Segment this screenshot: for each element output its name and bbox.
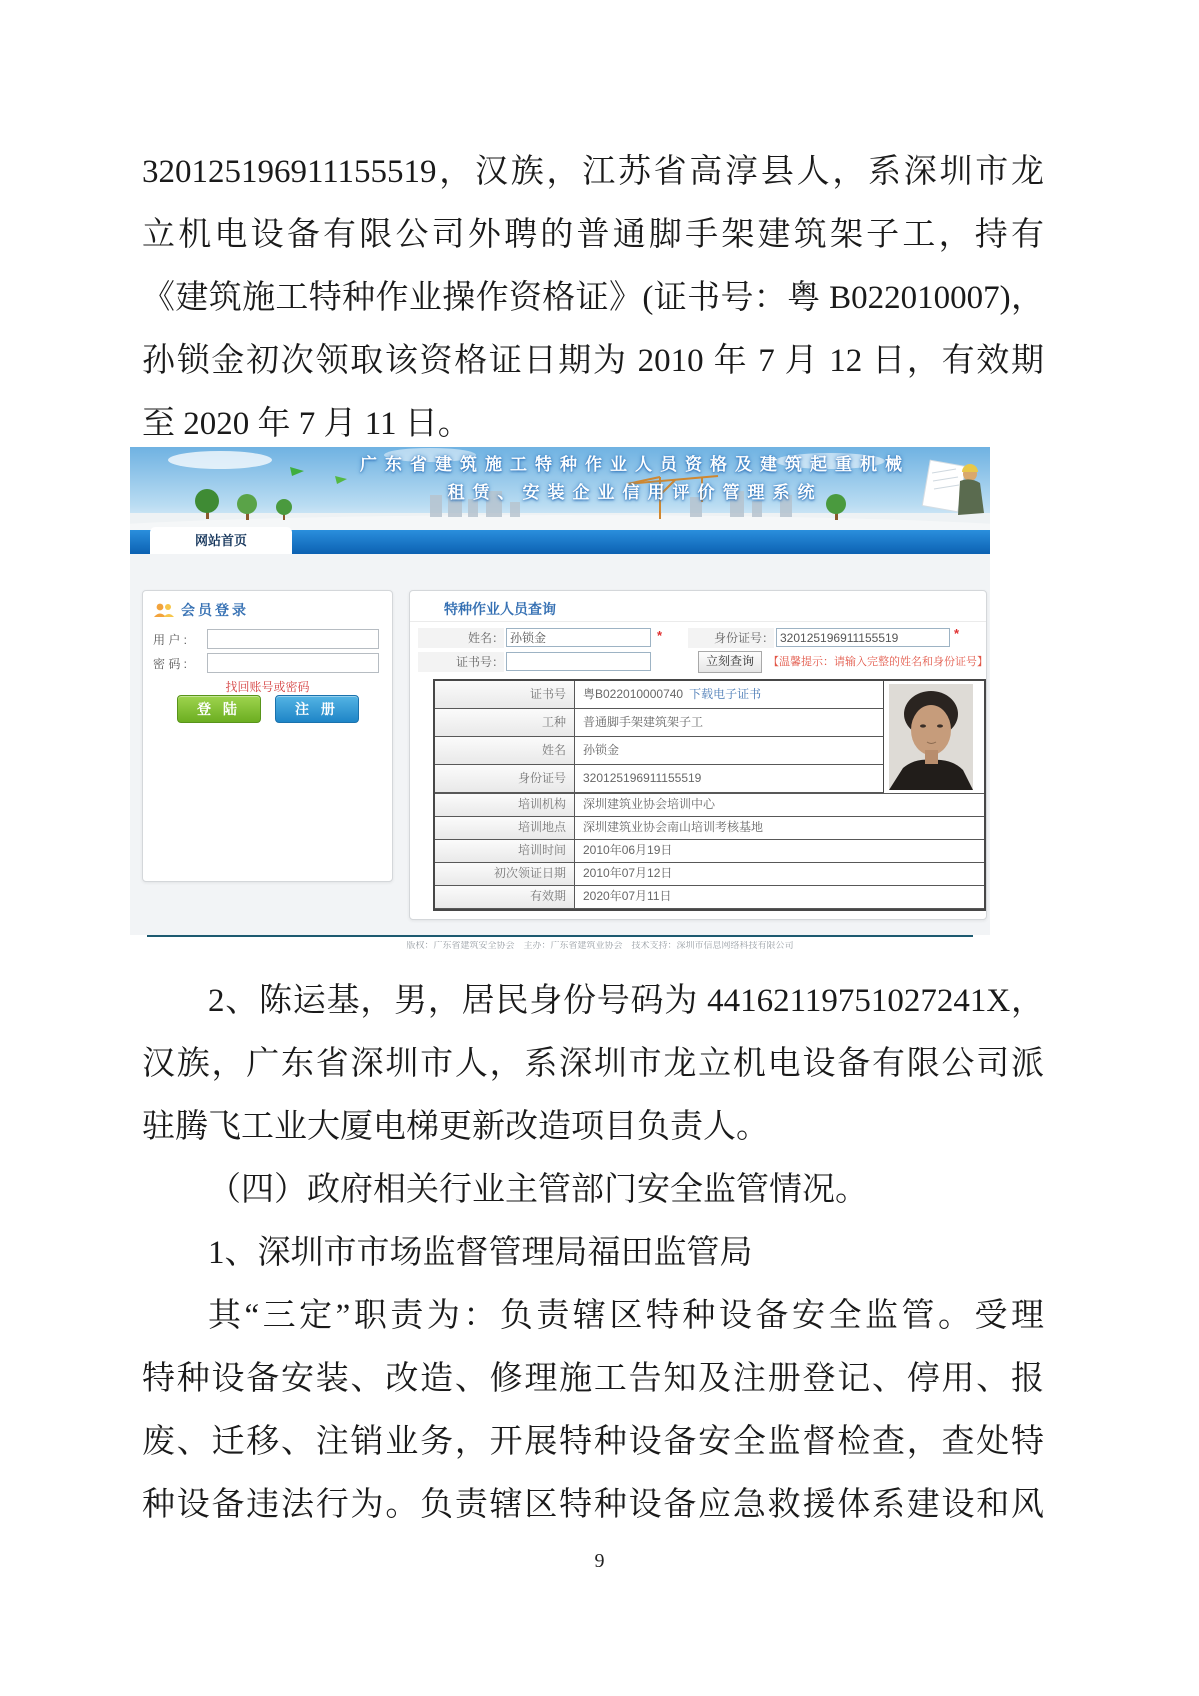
download-cert-link[interactable]: 下载电子证书 (689, 687, 762, 701)
idnumber-input[interactable] (776, 628, 950, 647)
row-label: 有效期 (435, 886, 575, 908)
table-row (435, 817, 984, 840)
tab-home[interactable]: 网站首页 (150, 527, 292, 554)
doc-text-line: 其“三定”职责为：负责辖区特种设备安全监管。受理 (208, 1298, 1044, 1334)
row-value: 深圳建筑业协会南山培训考核基地 (583, 820, 764, 834)
members-icon (153, 602, 175, 618)
name-label: 姓名： (418, 628, 504, 648)
name-input[interactable] (506, 628, 651, 647)
site-title-line1: 广东省建筑施工特种作业人员资格及建筑起重机械 (360, 455, 910, 474)
doc-text-line: 特种设备安装、改造、修理施工告知及注册登记、停用、报 (142, 1361, 1044, 1397)
doc-text-line: 至 2020 年 7 月 11 日。 (142, 406, 471, 442)
login-header (153, 600, 249, 620)
username-input[interactable] (207, 629, 379, 649)
doc-text-line: 1、深圳市市场监督管理局福田监管局 (208, 1235, 753, 1271)
row-label: 姓名 (435, 737, 575, 765)
row-label: 身份证号 (435, 765, 575, 793)
password-label: 密 码 : (153, 657, 188, 671)
password-input[interactable] (207, 653, 379, 673)
doc-text-line: （四）政府相关行业主管部门安全监管情况。 (208, 1172, 868, 1208)
idnumber-label: 身份证号： (688, 628, 774, 648)
member-login-panel (142, 590, 393, 882)
row-label: 培训时间 (435, 840, 575, 862)
username-label: 用 户 : (153, 633, 188, 647)
login-button[interactable]: 登 陆 (177, 695, 261, 723)
table-row (435, 840, 984, 863)
row-value: 深圳建筑业协会培训中心 (583, 797, 716, 811)
doc-text-line: 2、陈运基，男，居民身份号码为 44162119751027241X， (208, 983, 1044, 1019)
cloud-icon (168, 451, 272, 469)
forgot-password-link[interactable]: 找回账号或密码 (225, 680, 310, 694)
query-hint-text: 【温馨提示：请输入完整的姓名和身份证号】 (768, 656, 988, 668)
doc-text-line: 驻腾飞工业大厦电梯更新改造项目负责人。 (142, 1109, 769, 1145)
result-table-top-section (435, 681, 984, 793)
nav-bar (130, 530, 990, 554)
row-label: 培训机构 (435, 794, 575, 816)
site-footer (250, 941, 950, 951)
row-label: 证书号 (435, 681, 575, 709)
register-button[interactable]: 注 册 (275, 695, 359, 723)
doc-text-line: 种设备违法行为。负责辖区特种设备应急救援体系建设和风 (142, 1487, 1044, 1523)
row-value: 2010年06月19日 (583, 843, 673, 857)
doc-text-line: 320125196911155519，汉族，江苏省高淳县人，系深圳市龙 (142, 154, 1044, 190)
row-value: 2010年07月12日 (583, 866, 673, 880)
row-value: 320125196911155519 (575, 765, 884, 793)
site-footer-text: 版权：广东省建筑安全协会 主办：广东省建筑业协会 技术支持：深圳市信息网络科技有限公司 (406, 941, 794, 950)
row-value: 2020年07月11日 (583, 889, 672, 903)
site-banner (130, 447, 990, 530)
doc-text-line: 《建筑施工特种作业操作资格证》(证书号：粤 B022010007)， (142, 280, 1044, 316)
doc-text-line: 孙锁金初次领取该资格证日期为 2010 年 7 月 12 日，有效期 (142, 343, 1044, 379)
paragraph-block-bottom (142, 970, 1044, 1537)
login-title: 会员登录 (181, 602, 249, 618)
query-header-bar (410, 591, 986, 622)
row-value: 普通脚手架建筑架子工 (575, 709, 884, 737)
row-value: 孙锁金 (575, 737, 884, 765)
paragraph-block-top (142, 141, 1044, 456)
search-button[interactable]: 立刻查询 (698, 651, 762, 673)
certnumber-label: 证书号： (418, 652, 504, 672)
row-value: 粤B022010000740 下载电子证书 (575, 681, 884, 709)
table-row (435, 886, 984, 909)
idnumber-required-mark: * (954, 626, 960, 641)
table-row (435, 863, 984, 886)
webpage-screenshot (130, 447, 990, 959)
doc-text-line: 汉族，广东省深圳市人，系深圳市龙立机电设备有限公司派 (142, 1046, 1044, 1082)
result-table-bottom-section (435, 793, 984, 909)
query-result-table (433, 679, 986, 911)
row-label: 培训地点 (435, 817, 575, 839)
photo-cell (886, 681, 984, 793)
site-title (280, 450, 990, 503)
portrait-photo (889, 684, 973, 790)
personnel-query-panel (409, 590, 987, 920)
doc-text-line: 废、迁移、注销业务，开展特种设备安全监督检查，查处特 (142, 1424, 1044, 1460)
certnumber-input[interactable] (506, 652, 651, 671)
table-row (435, 794, 984, 817)
name-required-mark: * (657, 628, 663, 643)
query-title: 特种作业人员查询 (444, 601, 556, 617)
page-number: 9 (594, 1550, 605, 1572)
row-label: 初次领证日期 (435, 863, 575, 885)
doc-text-line: 立机电设备有限公司外聘的普通脚手架建筑架子工，持有 (142, 217, 1044, 253)
site-title-line2: 租赁、安装企业信用评价管理系统 (447, 483, 823, 502)
row-label: 工种 (435, 709, 575, 737)
footer-divider (147, 935, 973, 937)
